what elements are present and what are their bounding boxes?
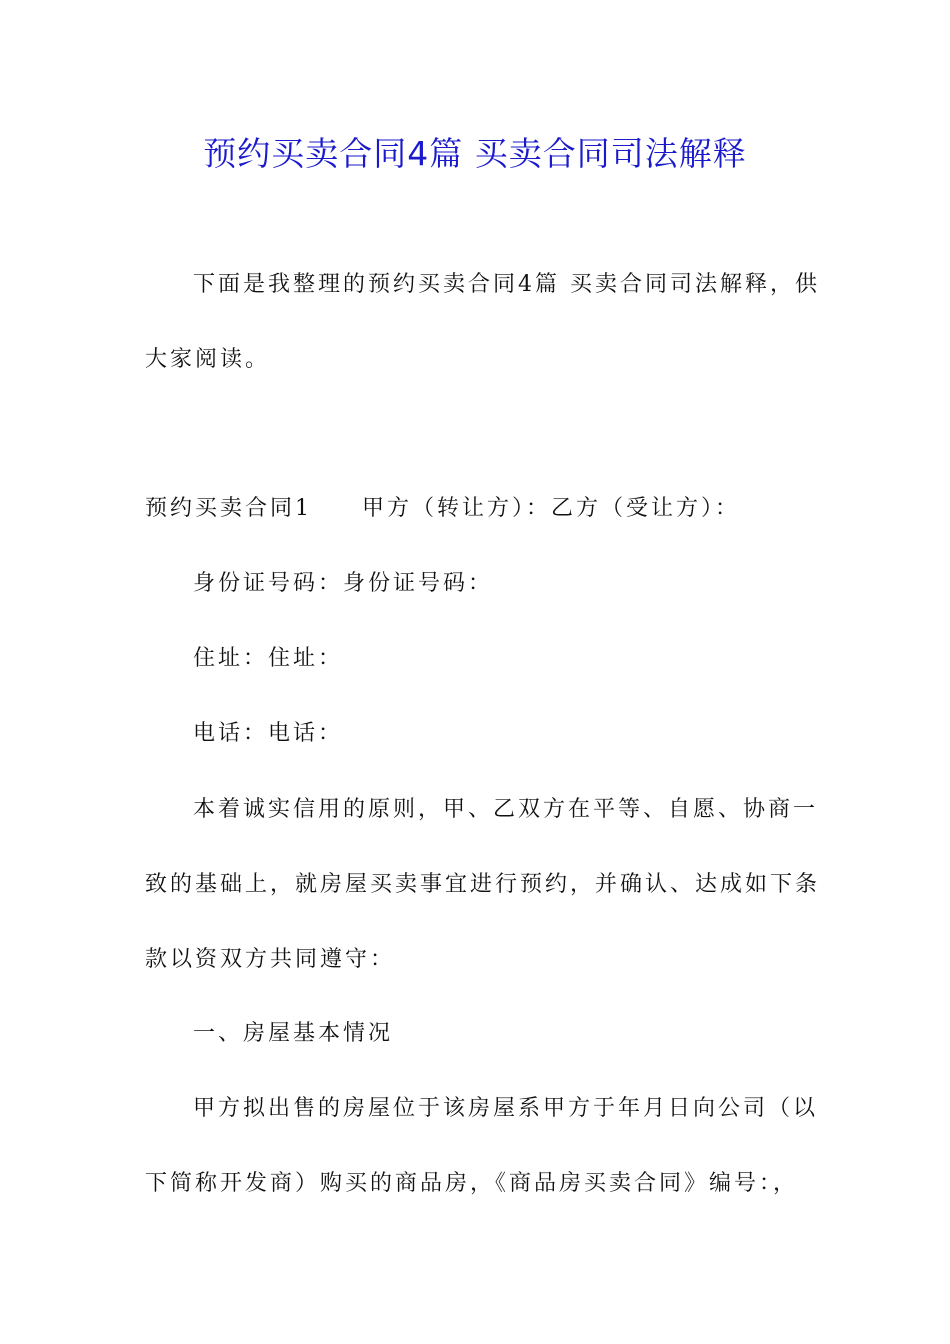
id-number-line: 身份证号码：身份证号码： bbox=[193, 571, 494, 596]
phone-line: 电话：电话： bbox=[193, 721, 344, 746]
paragraph-line: 下面是我整理的预约买卖合同4篇 买卖合同司法解释，供 bbox=[193, 272, 820, 297]
address-line: 住址：住址： bbox=[193, 646, 344, 671]
paragraph-line: 本着诚实信用的原则，甲、乙双方在平等、自愿、协商一 bbox=[193, 797, 819, 822]
contract-heading-line: 预约买卖合同1 甲方（转让方）：乙方（受让方）： bbox=[145, 496, 740, 521]
paragraph-line: 致的基础上，就房屋买卖事宜进行预约，并确认、达成如下条 bbox=[145, 872, 821, 897]
paragraph-line: 款以资双方共同遵守： bbox=[145, 947, 396, 972]
document-title: 预约买卖合同4篇 买卖合同司法解释 bbox=[203, 134, 747, 173]
paragraph-line: 下简称开发商）购买的商品房，《商品房买卖合同》编号：， bbox=[145, 1171, 799, 1196]
section-heading: 一、房屋基本情况 bbox=[193, 1021, 394, 1046]
paragraph-line: 甲方拟出售的房屋位于该房屋系甲方于年月日向公司（以 bbox=[193, 1096, 819, 1121]
paragraph-line: 大家阅读。 bbox=[145, 347, 271, 372]
